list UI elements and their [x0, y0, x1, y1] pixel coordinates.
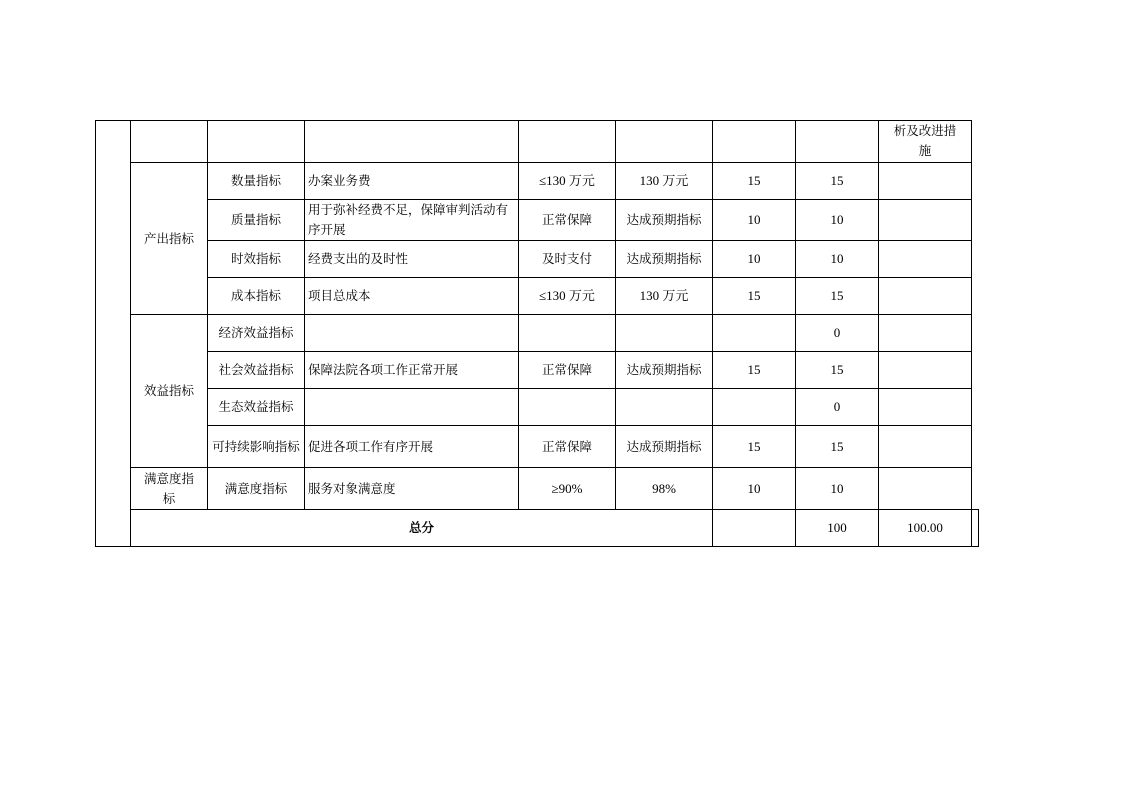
cell [131, 121, 208, 163]
total-score: 100.00 [879, 510, 972, 547]
weight-cell: 15 [713, 352, 796, 389]
group-benefit: 效益指标 [131, 315, 208, 468]
indicator-cell: 时效指标 [208, 241, 305, 278]
note-cell [879, 389, 972, 426]
target-cell: 正常保障 [519, 200, 616, 241]
table-row [96, 315, 979, 352]
note-cell [879, 278, 972, 315]
indicator-cell: 数量指标 [208, 163, 305, 200]
note-cell [879, 426, 972, 468]
total-row [96, 510, 979, 547]
actual-cell: 达成预期指标 [616, 241, 713, 278]
content-cell: 保障法院各项工作正常开展 [305, 352, 519, 389]
indicator-cell: 经济效益指标 [208, 315, 305, 352]
target-cell: ≥90% [519, 468, 616, 510]
table-row [96, 389, 979, 426]
weight-cell: 10 [713, 468, 796, 510]
content-cell [305, 315, 519, 352]
continuation-row [96, 121, 979, 163]
indicator-cell: 成本指标 [208, 278, 305, 315]
target-cell: 及时支付 [519, 241, 616, 278]
actual-cell: 达成预期指标 [616, 200, 713, 241]
indicator-cell: 满意度指标 [208, 468, 305, 510]
cell [519, 121, 616, 163]
target-cell: 正常保障 [519, 352, 616, 389]
cell [616, 121, 713, 163]
score-cell: 15 [796, 278, 879, 315]
table-row [96, 163, 979, 200]
score-cell: 0 [796, 315, 879, 352]
note-cell [879, 468, 972, 510]
cell [796, 121, 879, 163]
cell [713, 510, 796, 547]
performance-table [95, 120, 979, 547]
total-label: 总分 [131, 510, 713, 547]
content-cell: 促进各项工作有序开展 [305, 426, 519, 468]
cell [305, 121, 519, 163]
note-cell [879, 352, 972, 389]
weight-cell: 10 [713, 200, 796, 241]
target-cell [519, 315, 616, 352]
actual-cell [616, 389, 713, 426]
weight-cell: 15 [713, 163, 796, 200]
indicator-cell: 生态效益指标 [208, 389, 305, 426]
score-cell: 10 [796, 241, 879, 278]
note-cell [972, 510, 979, 547]
content-cell: 用于弥补经费不足，保障审判活动有序开展 [305, 200, 519, 241]
note-cell [879, 163, 972, 200]
score-cell: 15 [796, 163, 879, 200]
target-cell: 正常保障 [519, 426, 616, 468]
note-cell [879, 241, 972, 278]
weight-cell [713, 315, 796, 352]
target-cell: ≤130 万元 [519, 278, 616, 315]
header-fragment: 析及改进措施 [879, 121, 972, 163]
actual-cell: 98% [616, 468, 713, 510]
note-cell [879, 315, 972, 352]
indicator-cell: 可持续影响指标 [208, 426, 305, 468]
outer-left-cell [96, 121, 131, 547]
table-row [96, 468, 979, 510]
table-row [96, 278, 979, 315]
actual-cell: 达成预期指标 [616, 352, 713, 389]
table-row [96, 426, 979, 468]
actual-cell: 130 万元 [616, 278, 713, 315]
weight-cell: 15 [713, 278, 796, 315]
weight-cell: 10 [713, 241, 796, 278]
group-output: 产出指标 [131, 163, 208, 315]
table-row [96, 352, 979, 389]
target-cell [519, 389, 616, 426]
score-cell: 15 [796, 426, 879, 468]
score-cell: 15 [796, 352, 879, 389]
note-cell [879, 200, 972, 241]
weight-cell [713, 389, 796, 426]
indicator-cell: 社会效益指标 [208, 352, 305, 389]
content-cell: 服务对象满意度 [305, 468, 519, 510]
actual-cell [616, 315, 713, 352]
total-weight: 100 [796, 510, 879, 547]
indicator-cell: 质量指标 [208, 200, 305, 241]
actual-cell: 达成预期指标 [616, 426, 713, 468]
group-satisfaction: 满意度指标 [131, 468, 208, 510]
content-cell [305, 389, 519, 426]
score-cell: 10 [796, 200, 879, 241]
table-row [96, 200, 979, 241]
content-cell: 项目总成本 [305, 278, 519, 315]
cell [208, 121, 305, 163]
cell [713, 121, 796, 163]
score-cell: 10 [796, 468, 879, 510]
weight-cell: 15 [713, 426, 796, 468]
actual-cell: 130 万元 [616, 163, 713, 200]
table-row [96, 241, 979, 278]
target-cell: ≤130 万元 [519, 163, 616, 200]
content-cell: 办案业务费 [305, 163, 519, 200]
score-cell: 0 [796, 389, 879, 426]
content-cell: 经费支出的及时性 [305, 241, 519, 278]
